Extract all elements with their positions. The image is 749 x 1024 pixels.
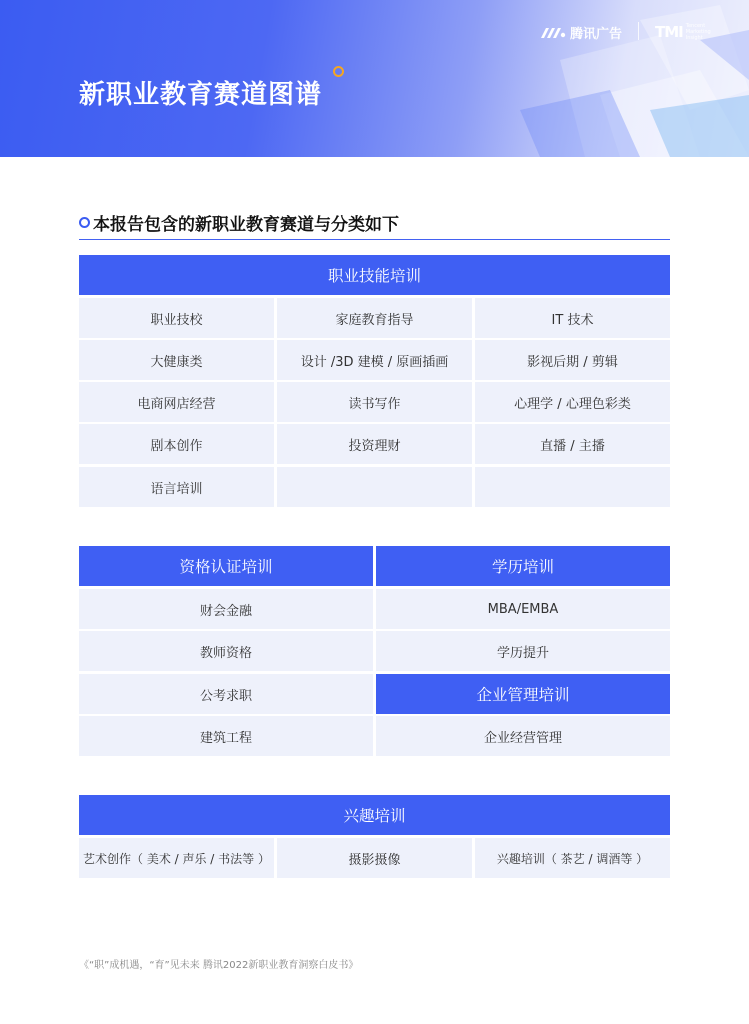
logo-divider (638, 22, 639, 40)
table-cell: 建筑工程 (79, 716, 373, 756)
table-cell: 影视后期 / 剪辑 (475, 340, 670, 380)
table-cell: 财会金融 (79, 589, 373, 629)
table-cell: 语言培训 (79, 467, 274, 507)
academic-header: 学历培训 (376, 546, 670, 586)
table-cell: 企业经营管理 (376, 716, 670, 756)
management-header: 企业管理培训 (376, 674, 670, 714)
footer-citation: 《“职”成机遇，“育”见未来 腾讯2022新职业教育洞察白皮书》 (79, 960, 359, 971)
table-cell-empty (277, 467, 472, 507)
table-cell: 艺术创作（ 美术 / 声乐 / 书法等 ） (79, 838, 274, 878)
table-cell: 家庭教育指导 (277, 298, 472, 338)
table-cell: MBA/EMBA (376, 589, 670, 629)
table-cell: 职业技校 (79, 298, 274, 338)
table-cell: 大健康类 (79, 340, 274, 380)
interest-header: 兴趣培训 (79, 795, 670, 835)
tmi-logo-text: TMI (655, 23, 683, 41)
table-cell: 直播 / 主播 (475, 424, 670, 464)
table-cell: 兴趣培训（ 茶艺 / 调酒等 ） (475, 838, 670, 878)
table-cell: 心理学 / 心理色彩类 (475, 382, 670, 422)
tencent-logo-text: 腾讯广告 (570, 26, 623, 42)
table-cell: 电商网店经营 (79, 382, 274, 422)
page-title: 新职业教育赛道图谱 (79, 80, 323, 110)
title-ring-decoration (333, 66, 344, 77)
table-cell: 摄影摄像 (277, 838, 472, 878)
section-heading (79, 209, 670, 240)
ring-bullet-icon (79, 217, 90, 228)
table-cell: 学历提升 (376, 631, 670, 671)
tencent-ads-logo (540, 22, 622, 42)
table-cell-empty (475, 467, 670, 507)
table-cell: 公考求职 (79, 674, 373, 714)
table-cell: 读书写作 (277, 382, 472, 422)
certification-header: 资格认证培训 (79, 546, 373, 586)
table-cell: IT 技术 (475, 298, 670, 338)
header-banner (0, 0, 749, 157)
tmi-logo (655, 22, 726, 42)
vocational-header: 职业技能培训 (79, 255, 670, 295)
table-cell: 剧本创作 (79, 424, 274, 464)
section-heading-text: 本报告包含的新职业教育赛道与分类如下 (93, 215, 399, 235)
table-cell: 投资理财 (277, 424, 472, 464)
table-cell: 设计 /3D 建模 / 原画插画 (277, 340, 472, 380)
tencent-logo-icon (540, 25, 566, 39)
tmi-logo-subtext: Tencent Marketing Insight (685, 23, 711, 41)
table-cell: 教师资格 (79, 631, 373, 671)
